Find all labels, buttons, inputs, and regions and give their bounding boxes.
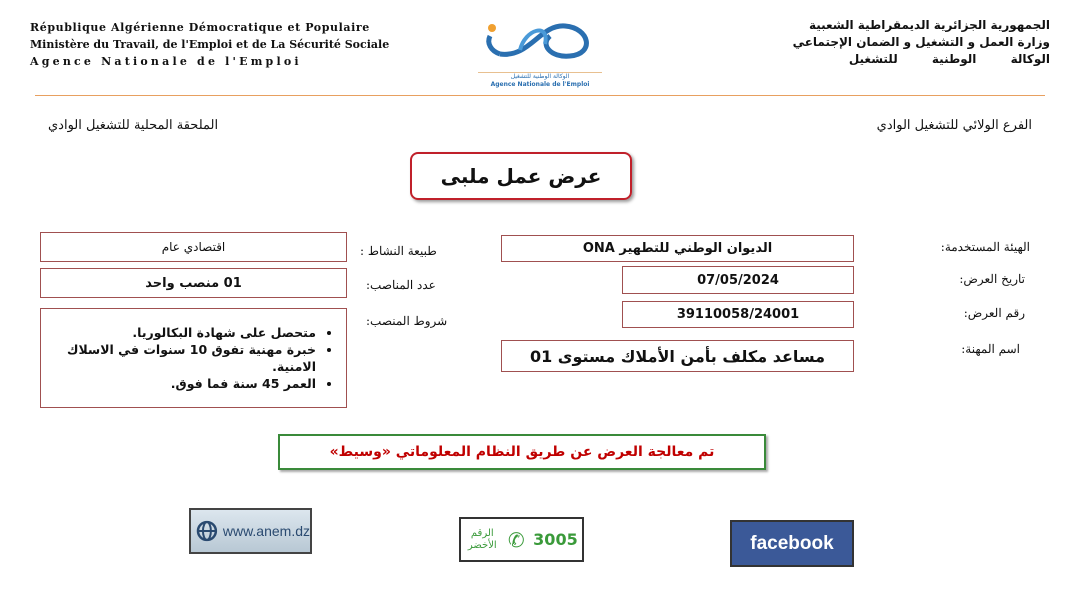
green-line-number: 3005 <box>533 530 578 549</box>
offer-date-label: تاريخ العرض: <box>959 272 1025 286</box>
processing-notice: تم معالجة العرض عن طريق النظام المعلوماتي «وسيط» <box>278 434 766 470</box>
offer-number-value: 39110058/24001 <box>622 301 854 328</box>
branch-right: الفرع الولائي للتشغيل الوادي <box>876 118 1032 133</box>
facebook-badge[interactable]: facebook <box>730 520 854 567</box>
header-fr-line: Ministère du Travail, de l'Emploi et de La Sécurité Sociale <box>30 38 390 51</box>
header-divider <box>35 95 1045 96</box>
employer-value: الديوان الوطني للتطهير ONA <box>501 235 854 262</box>
website-link[interactable]: www.anem.dz <box>222 523 310 539</box>
activity-label: طبيعة النشاط : <box>360 244 437 258</box>
job-title-value: مساعد مكلف بأمن الأملاك مستوى 01 <box>501 340 854 372</box>
website-badge[interactable] <box>189 508 312 554</box>
header-fr-line: République Algérienne Démocratique et Populaire <box>30 21 370 34</box>
employer-label: الهيئة المستخدمة: <box>940 240 1030 254</box>
offer-date-value: 07/05/2024 <box>622 266 854 294</box>
condition-item: • متحصل على شهادة البكالوريا. <box>49 324 316 341</box>
globe-icon <box>196 520 218 542</box>
page-title: عرض عمل ملبى <box>410 152 632 200</box>
condition-item: • العمر 45 سنة فما فوق. <box>49 375 316 392</box>
conditions-box <box>40 308 347 408</box>
activity-value: اقتصادي عام <box>40 232 347 262</box>
header-ar-line: الوكالة الوطنية للتشغيل <box>848 52 1050 66</box>
anem-logo <box>470 14 610 90</box>
positions-label: عدد المناصب: <box>366 278 436 292</box>
header-ar-line: الجمهورية الجزائرية الديمقراطية الشعبية <box>808 18 1050 32</box>
offer-number-label: رقم العرض: <box>963 306 1025 320</box>
header-ar-line: وزارة العمل و التشغيل و الضمان الإجتماعي <box>792 35 1050 49</box>
green-line-badge <box>459 517 584 562</box>
job-title-label: اسم المهنة: <box>961 342 1020 356</box>
anem-logo-icon <box>470 14 610 66</box>
logo-fr-text: Agence Nationale de l'Emploi <box>490 81 590 88</box>
header-fr-line: Agence Nationale de l'Emploi <box>30 55 302 68</box>
positions-value: 01 منصب واحد <box>40 268 347 298</box>
conditions-label: شروط المنصب: <box>366 314 448 328</box>
conditions-list <box>49 324 338 392</box>
logo-ar-text: الوكالة الوطنية للتشغيل <box>478 72 602 81</box>
branch-left: الملحقة المحلية للتشغيل الوادي <box>48 118 219 133</box>
condition-item: • خبرة مهنية تفوق 10 سنوات في الاسلاك الامنية. <box>49 341 316 375</box>
header-fr <box>30 19 389 70</box>
phone-icon: ✆ <box>507 527 525 552</box>
green-line-label: الرقم الأخضر <box>467 527 497 551</box>
header-ar <box>630 17 1050 68</box>
